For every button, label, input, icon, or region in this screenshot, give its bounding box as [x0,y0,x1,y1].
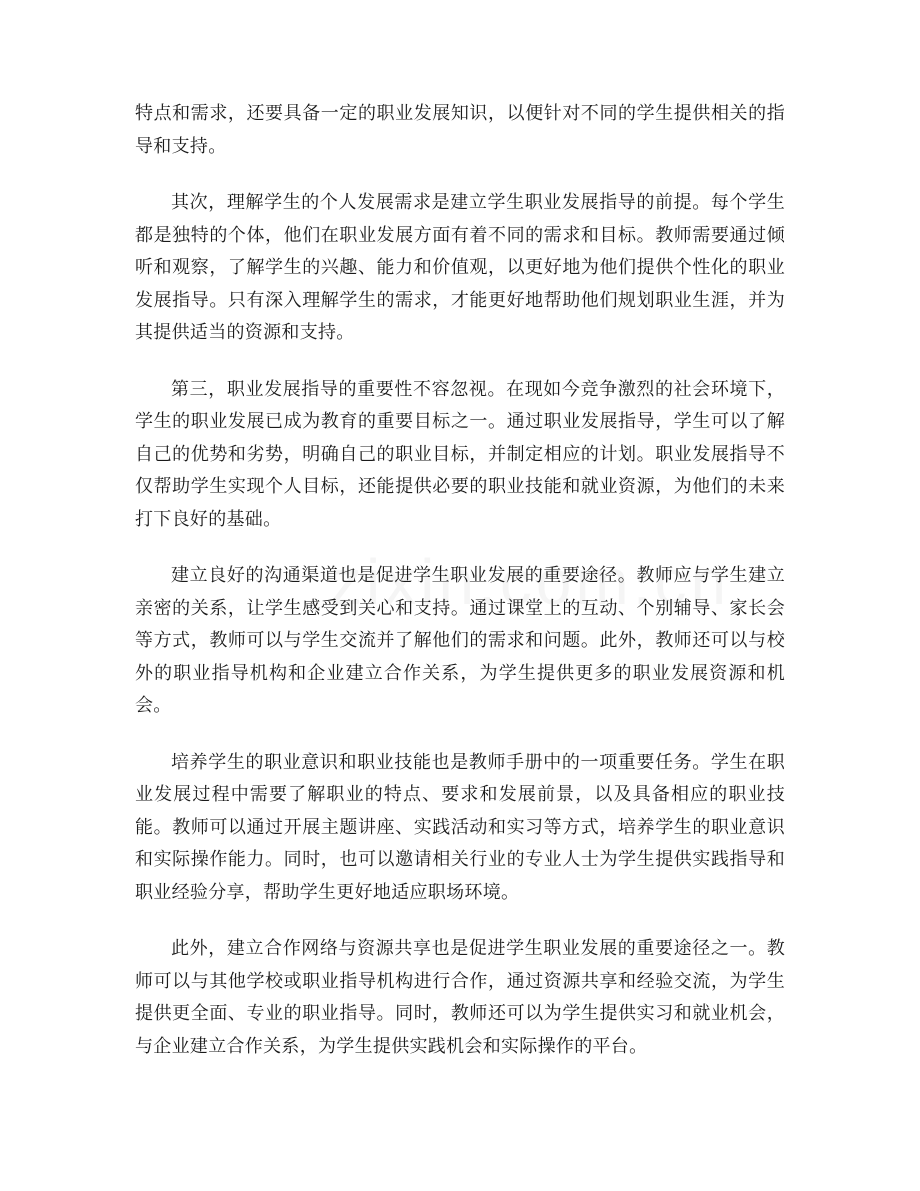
paragraph-communication: 建立良好的沟通渠道也是促进学生职业发展的重要途径。教师应与学生建立亲密的关系，让学生感受到关心和支持。通过课堂上的互动、个别辅导、家长会等方式，教师可以与学生交流并了解他们的需求和问题。此外，教师还可以与校外的职业指导机构和企业建立合作关系，为学生提供更多的职业发展资源和机会。 [135,565,785,716]
paragraph-skills: 培养学生的职业意识和职业技能也是教师手册中的一项重要任务。学生在职业发展过程中需要了解职业的特点、要求和发展前景，以及具备相应的职业技能。教师可以通过开展主题讲座、实践活动和实习等方式，培养学生的职业意识和实际操作能力。同时，也可以邀请相关行业的专业人士为学生提供实践指导和职业经验分享，帮助学生更好地适应职场环境。 [135,751,785,903]
paragraph-network: 此外，建立合作网络与资源共享也是促进学生职业发展的重要途径之一。教师可以与其他学校或职业指导机构进行合作，通过资源共享和经验交流，为学生提供更全面、专业的职业指导。同时，教师还可以为学生提供实习和就业机会，与企业建立合作关系，为学生提供实践机会和实际操作的平台。 [135,938,785,1057]
paragraph-third: 第三，职业发展指导的重要性不容忽视。在现如今竞争激烈的社会环境下，学生的职业发展已成为教育的重要目标之一。通过职业发展指导，学生可以了解自己的优势和劣势，明确自己的职业目标，并制定相应的计划。职业发展指导不仅帮助学生实现个人目标，还能提供必要的职业技能和就业资源，为他们的未来打下良好的基础。 [135,378,785,530]
paragraph-continuation: 特点和需求，还要具备一定的职业发展知识，以便针对不同的学生提供相关的指导和支持。 [135,103,785,157]
document-body [135,98,785,1087]
paragraph-second: 其次，理解学生的个人发展需求是建立学生职业发展指导的前提。每个学生都是独特的个体，他们在职业发展方面有着不同的需求和目标。教师需要通过倾听和观察，了解学生的兴趣、能力和价值观，以更好地为他们提供个性化的职业发展指导。只有深入理解学生的需求，才能更好地帮助他们规划职业生涯，并为其提供适当的资源和支持。 [135,192,785,343]
